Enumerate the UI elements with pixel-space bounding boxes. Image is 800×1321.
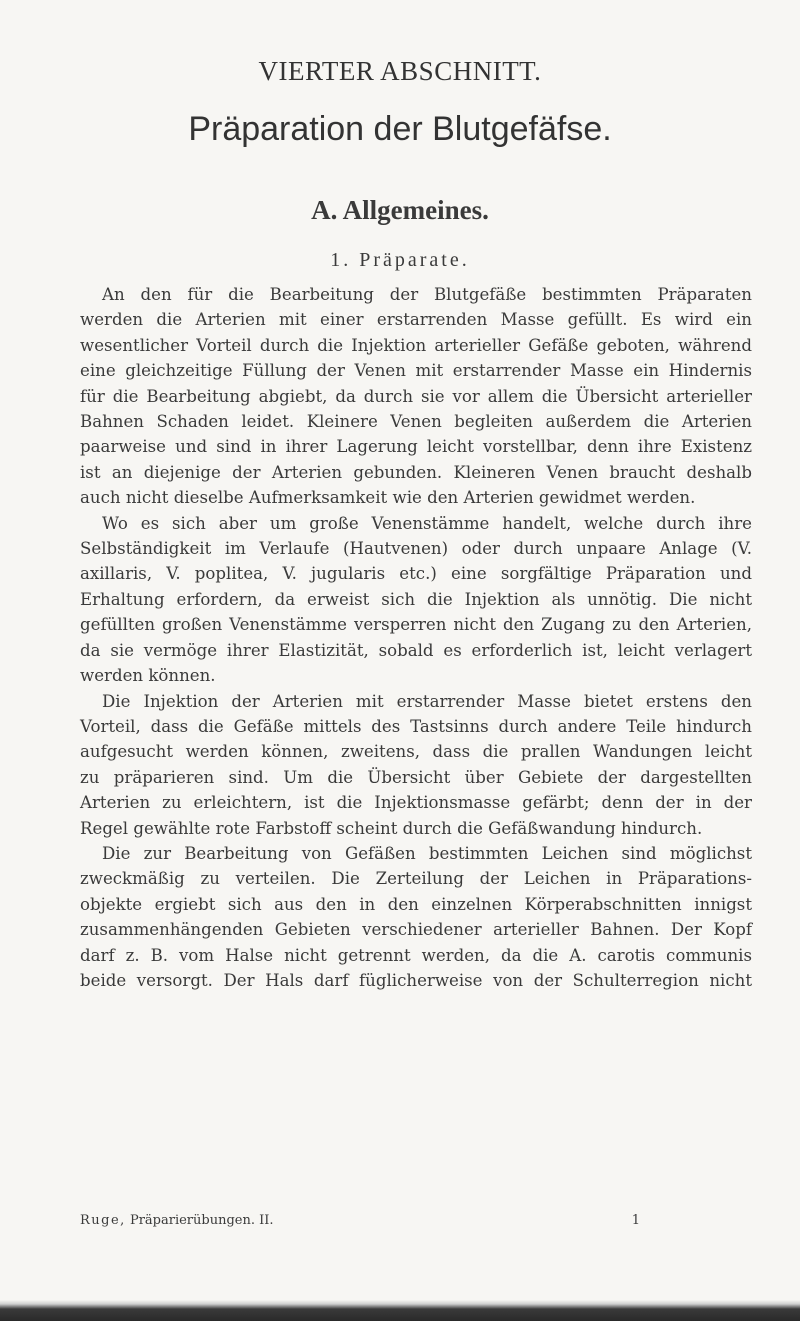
text-line: Die Injektion der Arterien mit erstarrender Masse bietet erstens den [102, 691, 752, 711]
text-line: Vorteil, dass die Gefäße mittels des Tastsinns durch andere Teile hindurch [80, 716, 752, 736]
footer-work-title: Präparierübungen. II. [129, 1213, 274, 1228]
text-line: werden können. [80, 666, 216, 686]
text-line: werden die Arterien mit einer erstarrenden Masse gefüllt. Es wird ein [80, 310, 752, 330]
text-line: paarweise und sind in ihrer Lagerung leicht vorstellbar, denn ihre Existenz [80, 437, 752, 457]
page-number: 1 [631, 1213, 640, 1228]
text-line: aufgesucht werden können, zweitens, dass die prallen Wandungen leicht [80, 742, 752, 762]
page-footer [80, 1213, 752, 1228]
scan-edge-border [0, 1300, 800, 1321]
text-line: Erhaltung erfordern, da erweist sich die Injektion als unnötig. Die nicht [80, 589, 752, 609]
subsubsection-heading: 1. Präparate. [330, 249, 470, 271]
text-line: da sie vermöge ihrer Elastizität, sobald es erforderlich ist, leicht verlagert [80, 640, 752, 660]
text-line: wesentlicher Vorteil durch die Injektion arterieller Gefäße geboten, während [80, 335, 752, 355]
text-line: An den für die Bearbeitung der Blutgefäße bestimmten Präparaten [102, 285, 752, 304]
section-heading: VIERTER ABSCHNITT. [258, 56, 542, 86]
text-line: für die Bearbeitung abgiebt, da durch sie vor allem die Übersicht arterieller [80, 386, 752, 406]
text-line: beide versorgt. Der Hals darf füglicherweise von der Schulterregion nicht [80, 970, 752, 990]
text-line: gefüllten großen Venenstämme versperren nicht den Zugang zu den Arterien, [80, 615, 752, 635]
text-line: Regel gewählte rote Farbstoff scheint durch die Gefäßwandung hindurch. [80, 818, 703, 838]
text-line: Die zur Bearbeitung von Gefäßen bestimmten Leichen sind möglichst [102, 843, 752, 863]
footer-author: Ruge, [80, 1213, 126, 1228]
text-line: zu präparieren sind. Um die Übersicht über Gebiete der dargestellten [80, 767, 752, 787]
text-line: Arterien zu erleichtern, ist die Injektionsmasse gefärbt; denn der in der [80, 793, 752, 813]
text-line: eine gleichzeitige Füllung der Venen mit erstarrender Masse ein Hindernis [80, 361, 752, 381]
text-line: axillaris, V. poplitea, V. jugularis etc.) eine sorgfältige Präparation und [80, 564, 752, 584]
chapter-title: Präparation der Blutgefäfse. [188, 110, 612, 148]
subsection-heading: A. Allgemeines. [311, 195, 489, 225]
text-line: objekte ergiebt sich aus den in den einzelnen Körperabschnitten innigst [80, 894, 752, 914]
text-line: zweckmäßig zu verteilen. Die Zerteilung der Leichen in Präparations- [80, 869, 752, 889]
body-text [80, 282, 752, 993]
text-line: ist an diejenige der Arterien gebunden. Kleineren Venen braucht deshalb [80, 462, 752, 482]
text-line: Selbständigkeit im Verlaufe (Hautvenen) oder durch unpaare Anlage (V. [80, 539, 752, 559]
text-line: darf z. B. vom Halse nicht getrennt werden, da die A. carotis communis [80, 945, 752, 965]
text-line: Wo es sich aber um große Venenstämme handelt, welche durch ihre [102, 513, 752, 533]
text-line: auch nicht dieselbe Aufmerksamkeit wie den Arterien gewidmet werden. [80, 488, 696, 508]
text-line: zusammenhängenden Gebieten verschiedener arterieller Bahnen. Der Kopf [80, 920, 752, 940]
text-line: Bahnen Schaden leidet. Kleinere Venen begleiten außerdem die Arterien [80, 412, 752, 432]
